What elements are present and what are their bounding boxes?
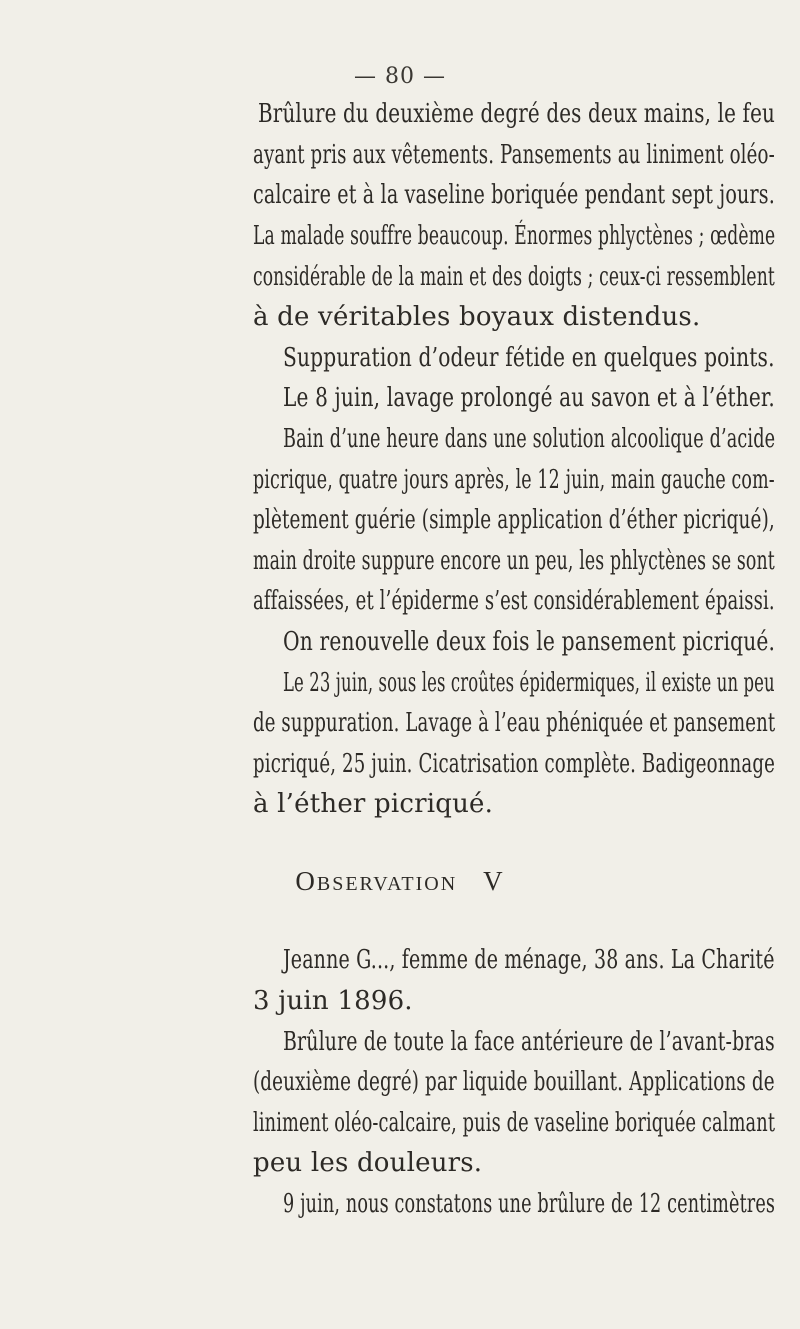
text-line: Suppuration d’odeur fétide en quelques points. bbox=[283, 343, 775, 373]
heading-initial: O bbox=[295, 866, 317, 896]
text-line: picrique, quatre jours après, le 12 juin, main gauche com- bbox=[253, 465, 775, 495]
heading-rest: BSERVATION bbox=[316, 873, 458, 895]
text-line: Le 23 juin, sous les croûtes épidermiques, il existe un peu bbox=[283, 668, 775, 698]
text-line: à de véritables boyaux distendus. bbox=[253, 302, 701, 332]
text-line: main droite suppure encore un peu, les phlyctènes se sont bbox=[253, 546, 775, 576]
text-line: peu les douleurs. bbox=[253, 1148, 483, 1178]
observation-heading bbox=[0, 866, 800, 897]
text-line: 3 juin 1896. bbox=[253, 986, 413, 1016]
text-line: On renouvelle deux fois le pansement picriqué. bbox=[283, 627, 776, 657]
text-line: La malade souffre beaucoup. Énormes phlyctènes ; œdème bbox=[253, 221, 776, 251]
text-line: liniment oléo-calcaire, puis de vaseline boriquée calmant bbox=[253, 1108, 776, 1138]
text-line: 9 juin, nous constatons une brûlure de 12 centimètres bbox=[283, 1189, 776, 1219]
text-line: (deuxième degré) par liquide bouillant. Applications de bbox=[253, 1067, 775, 1097]
text-line: de suppuration. Lavage à l’eau phéniquée et pansement bbox=[253, 708, 776, 738]
text-line: plètement guérie (simple application d’éther picriqué), bbox=[253, 505, 775, 535]
text-line: ayant pris aux vêtements. Pansements au liniment oléo- bbox=[253, 140, 775, 170]
text-line: Jeanne G..., femme de ménage, 38 ans. La Charité bbox=[283, 945, 775, 975]
text-line: Brûlure de toute la face antérieure de l’avant-bras bbox=[283, 1027, 775, 1057]
text-line: picriqué, 25 juin. Cicatrisation complète. Badigeonnage bbox=[253, 749, 775, 779]
text-line: affaissées, et l’épiderme s’est considérablement épaissi. bbox=[253, 586, 775, 616]
text-line: à l’éther picriqué. bbox=[253, 789, 494, 819]
text-line: calcaire et à la vaseline boriquée pendant sept jours. bbox=[253, 180, 775, 210]
text-line: Le 8 juin, lavage prolongé au savon et à l’éther. bbox=[283, 383, 775, 413]
heading-numeral: V bbox=[483, 866, 505, 896]
text-line: Bain d’une heure dans une solution alcoolique d’acide bbox=[283, 424, 776, 454]
text-line: Brûlure du deuxième degré des deux mains, le feu bbox=[258, 99, 776, 129]
text-line: considérable de la main et des doigts ; ceux-ci ressemblent bbox=[253, 262, 775, 292]
page-number: — 80 — bbox=[354, 64, 446, 89]
